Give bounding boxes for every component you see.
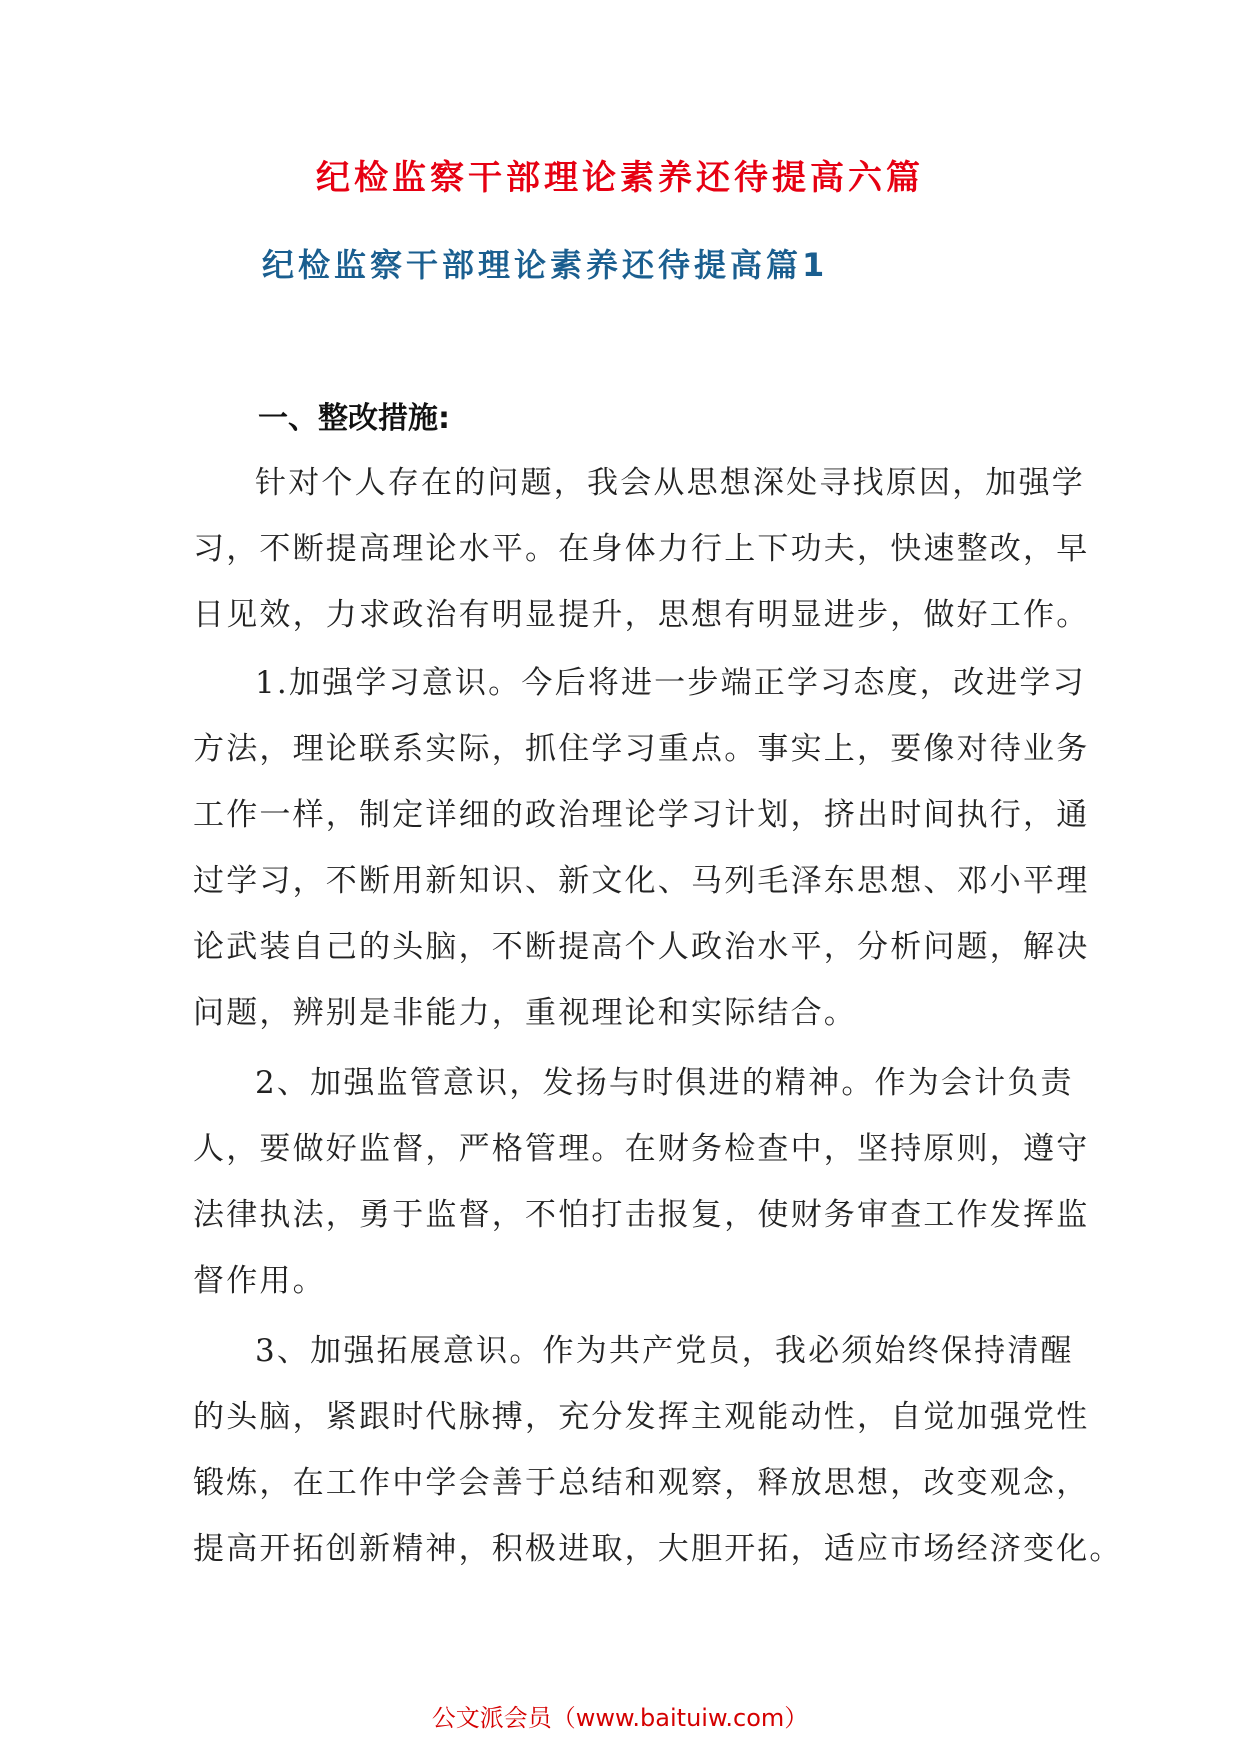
- paragraph-line: 1.加强学习意识。今后将进一步端正学习态度，改进学习: [255, 665, 1086, 701]
- paragraph-line: 3、加强拓展意识。作为共产党员，我必须始终保持清醒: [255, 1333, 1074, 1369]
- article-title: 纪检监察干部理论素养还待提高篇1: [262, 246, 829, 284]
- footer-link[interactable]: 公文派会员（www.baituiw.com）: [431, 1704, 809, 1732]
- paragraph-line: 工作一样，制定详细的政治理论学习计划，挤出时间执行，通: [193, 797, 1090, 833]
- paragraph-line: 过学习，不断用新知识、新文化、马列毛泽东思想、邓小平理: [193, 863, 1090, 899]
- paragraph-line: 人，要做好监督，严格管理。在财务检查中，坚持原则，遵守: [193, 1131, 1090, 1167]
- paragraph-line: 日见效，力求政治有明显提升，思想有明显进步，做好工作。: [193, 597, 1090, 633]
- section-heading: 一、整改措施:: [258, 401, 450, 436]
- paragraph-line: 问题，辨别是非能力，重视理论和实际结合。: [193, 995, 857, 1031]
- paragraph-line: 督作用。: [193, 1263, 326, 1299]
- paragraph-line: 提高开拓创新精神，积极进取，大胆开拓，适应市场经济变化。: [193, 1531, 1123, 1567]
- paragraph-line: 2、加强监管意识，发扬与时俱进的精神。作为会计负责: [255, 1065, 1074, 1101]
- paragraph-line: 的头脑，紧跟时代脉搏，充分发挥主观能动性，自觉加强党性: [193, 1399, 1090, 1435]
- paragraph-item-2: [193, 1050, 1090, 1314]
- paragraph-line: 锻炼，在工作中学会善于总结和观察，释放思想，改变观念，: [193, 1465, 1090, 1501]
- paragraph-line: 方法，理论联系实际，抓住学习重点。事实上，要像对待业务: [193, 731, 1090, 767]
- paragraph-line: 习，不断提高理论水平。在身体力行上下功夫，快速整改，早: [193, 531, 1090, 567]
- paragraph-line: 针对个人存在的问题，我会从思想深处寻找原因，加强学: [255, 465, 1085, 501]
- paragraph-item-3: [193, 1318, 1123, 1582]
- paragraph-line: 法律执法，勇于监督，不怕打击报复，使财务审查工作发挥监: [193, 1197, 1090, 1233]
- paragraph-line: 论武装自己的头脑，不断提高个人政治水平，分析问题，解决: [193, 929, 1090, 965]
- paragraph-item-1: [193, 650, 1090, 1046]
- document-title: 纪检监察干部理论素养还待提高六篇: [316, 158, 924, 198]
- paragraph-intro: [193, 450, 1090, 648]
